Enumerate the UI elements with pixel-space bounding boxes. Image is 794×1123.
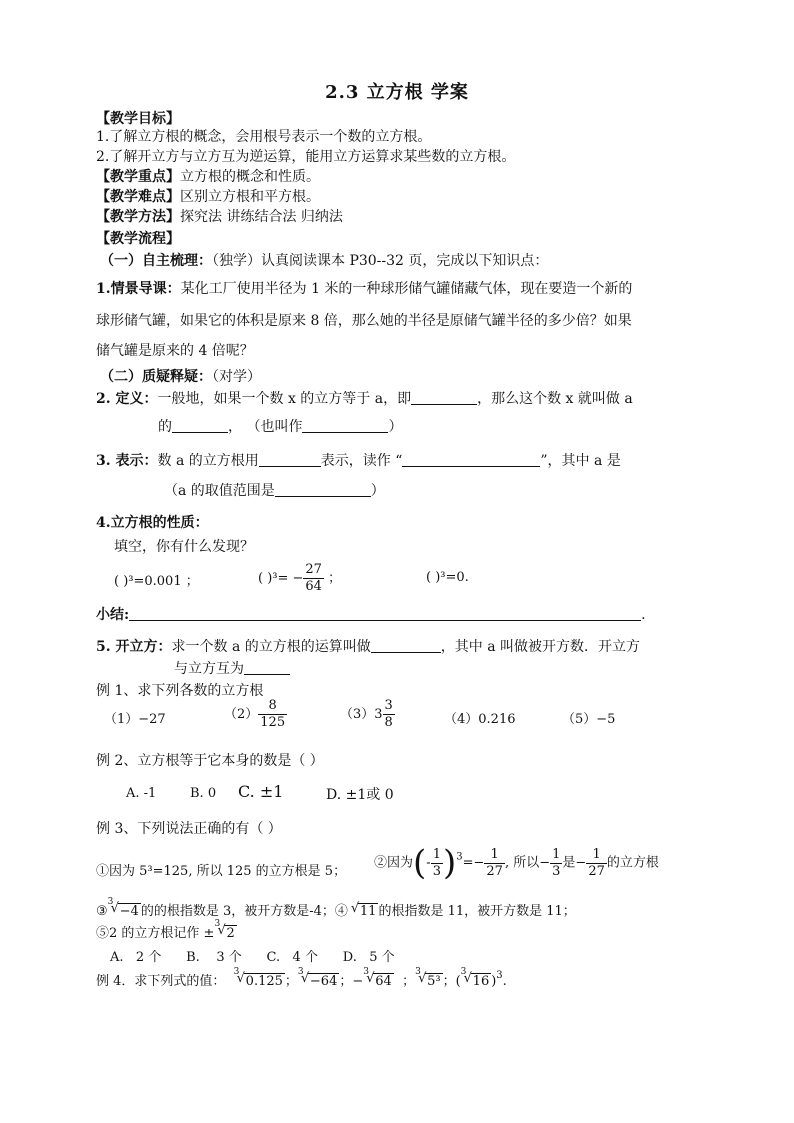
example-1-part-1: （1）−27	[104, 712, 166, 727]
method-point	[96, 206, 343, 226]
blank-range[interactable]	[275, 482, 371, 497]
item-2-label: 2. 定义：	[96, 391, 158, 407]
example-1-part-3: （3）3 $\frac{3}{8}$	[340, 698, 393, 730]
example-1-part-4: （4）0.216	[444, 712, 516, 727]
example-3-title: 例 3、下列说法正确的有（ ）	[96, 821, 282, 837]
page-title: 2.3 立方根 学案	[325, 82, 469, 103]
cube-root-0125: 3 √ 0.125	[233, 967, 283, 989]
item-3-label: 3. 表示：	[96, 453, 158, 469]
eq-3: ( )³=0.	[426, 570, 469, 585]
goal-2: 2.了解开立方与立方互为逆运算，能用立方运算求某些数的立方根。	[96, 149, 516, 165]
section-1	[100, 250, 548, 270]
item-1-line-3: 储气罐是原来的 4 倍呢？	[96, 343, 254, 359]
key-label: 【教学重点】	[96, 169, 180, 185]
blank-inverse[interactable]	[244, 660, 290, 675]
item-5-label: 5. 开立方：	[96, 639, 172, 655]
key-point	[96, 166, 320, 186]
blank-notation[interactable]	[259, 452, 321, 467]
neg-cube-root-64: 3 √ 64	[363, 967, 392, 989]
blank-definition-equation[interactable]	[411, 390, 477, 405]
item-2-line-1: 2. 定义：一般地，如果一个数 x 的立方等于 a，即 ，那么这个数 x 就叫做 a	[96, 391, 633, 407]
summary-line: 小结: .	[96, 607, 646, 623]
difficulty-point	[96, 186, 320, 206]
example-2-title: 例 2、立方根等于它本身的数是（ ）	[96, 753, 324, 769]
example-2-option-a[interactable]: A. -1	[126, 786, 157, 801]
item-5-line-2: 与立方互为	[174, 658, 290, 678]
section-1-label: （一）自主梳理：	[100, 253, 212, 269]
eq-2-fraction: $\frac{27}{64}$	[305, 562, 322, 594]
example-1-part-2: （2） $\frac{8}{125}$	[224, 698, 286, 730]
section-2-label: （二）质疑释疑：	[100, 369, 212, 385]
blank-term[interactable]	[172, 418, 228, 433]
item-3-line-1: 3. 表示：数 a 的立方根用 表示，读作 “ ”，其中 a 是	[96, 453, 621, 469]
item-1-line-2: 球形储气罐，如果它的体积是原来 8 倍，那么她的半径是原储气罐半径的多少倍？如果	[96, 313, 632, 329]
goal-1: 1.了解立方根的概念，会用根号表示一个数的立方根。	[96, 129, 432, 145]
section-2	[100, 366, 261, 386]
item-5-line-1: 5. 开立方：求一个数 a 的立方根的运算叫做 ，其中 a 叫做被开方数．开立方	[96, 639, 640, 655]
item-4-prompt: 填空，你有什么发现？	[114, 539, 254, 555]
example-2-option-d[interactable]: D. ±1或 0	[326, 787, 394, 803]
blank-operation[interactable]	[371, 638, 441, 653]
method-label: 【教学方法】	[96, 209, 180, 225]
example-1-part-5: （5）−5	[562, 712, 616, 727]
blank-also-called[interactable]	[302, 418, 388, 433]
example-3-statement-2: ②因为(- $\frac{1}{3}$ )$^3$=− $\frac{1}{27}$ , 所以− $\frac{1}{3}$ 是− $\frac{1}{27}$ 的立方根	[374, 843, 659, 883]
item-1-line-1: 1.情景导课：某化工厂使用半径为 1 米的一种球形储气罐储藏气体，现在要造一个新的	[96, 281, 633, 297]
difficulty-text: 区别立方根和平方根。	[180, 189, 320, 205]
cube-root-2: 3 √ 2	[214, 919, 235, 941]
sqrt-11: √ 11	[350, 901, 377, 919]
section-2-text: （对学）	[212, 369, 261, 385]
key-text: 立方根的概念和性质。	[180, 169, 320, 185]
blank-reading[interactable]	[402, 452, 540, 467]
goal-label: 【教学目标】	[96, 111, 180, 127]
example-2-option-b[interactable]: B. 0	[190, 786, 217, 801]
cube-root-5-cubed: 3 √ 5³	[415, 967, 441, 989]
eq-2: ( )³= − $\frac{27}{64}$ ；	[258, 562, 342, 594]
cube-root-neg4: 3 √ −4	[107, 897, 139, 919]
item-2-line-2: 的 ， （也叫作 ）	[158, 419, 403, 435]
item-3-line-2: （a 的取值范围是 ）	[164, 483, 385, 499]
example-3-statement-5: ⑤2 的立方根记作 ± 3 √ 2	[96, 919, 235, 941]
example-4: 例 4．求下列式的值： 3 √ 0.125 ； 3 √ −64 ；− 3 √ 64 ； 3 √ 5³ ；( 3 √ 16 )$^3$.	[96, 967, 507, 989]
example-3-statement-1: ①因为 5³=125, 所以 125 的立方根是 5；	[96, 864, 347, 879]
blank-summary[interactable]	[129, 606, 641, 621]
item-4-label: 4.立方根的性质：	[96, 515, 209, 531]
example-3-statements-3-4: ③ 3 √ −4 的的根指数是 3，被开方数是-4；④ √ 11 的根指数是 11，被开方数是 11；	[96, 897, 576, 919]
example-2-option-c[interactable]: C. ±1	[238, 782, 284, 801]
item-1-label: 1.情景导课：	[96, 281, 181, 297]
cube-root-neg64: 3 √ −64	[297, 967, 338, 989]
example-3-options[interactable]: A. 2 个 B. 3 个 C. 4 个 D. 5 个	[110, 950, 395, 965]
method-text: 探究法 讲练结合法 归纳法	[180, 209, 343, 225]
difficulty-label: 【教学难点】	[96, 189, 180, 205]
example-1-title: 例 1、求下列各数的立方根	[96, 683, 264, 699]
flow-label: 【教学流程】	[96, 231, 180, 247]
cube-root-16-cubed: 3 √ 16	[460, 967, 490, 989]
section-1-text: （独学）认真阅读课本 P30--32 页，完成以下知识点：	[212, 253, 549, 269]
eq-1: ( )³=0.001 ；	[114, 574, 199, 589]
